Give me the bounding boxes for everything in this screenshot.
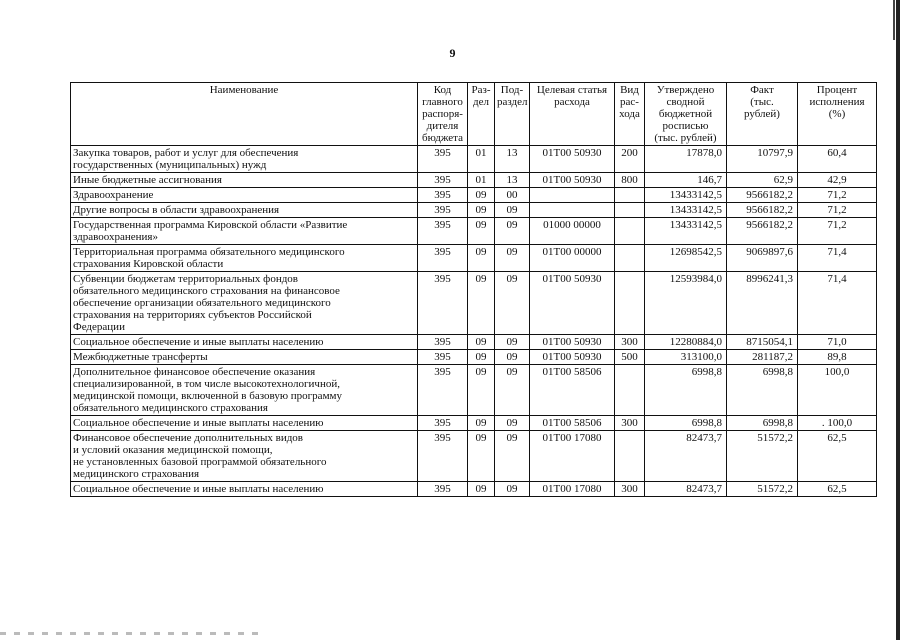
cell-percent: 62,5 — [798, 482, 877, 497]
cell-percent: 71,4 — [798, 245, 877, 272]
table-row — [71, 188, 877, 203]
cell-name: Социальное обеспечение и иные выплаты населению — [71, 335, 418, 350]
cell-code: 395 — [418, 335, 468, 350]
cell-fact: 51572,2 — [727, 482, 798, 497]
cell-approved: 82473,7 — [645, 431, 727, 482]
cell-code: 395 — [418, 203, 468, 218]
cell-approved: 82473,7 — [645, 482, 727, 497]
cell-article — [530, 203, 615, 218]
cell-name: Здравоохранение — [71, 188, 418, 203]
header-col-percent: Процент исполнения (%) — [798, 83, 877, 146]
cell-subsection: 13 — [495, 146, 530, 173]
cell-code: 395 — [418, 350, 468, 365]
cell-section: 09 — [468, 272, 495, 335]
cell-article: 01Т00 50930 — [530, 146, 615, 173]
cell-section: 09 — [468, 245, 495, 272]
cell-article: 01Т00 50930 — [530, 173, 615, 188]
cell-section: 09 — [468, 482, 495, 497]
cell-kind: 300 — [615, 482, 645, 497]
cell-percent: 71,2 — [798, 203, 877, 218]
cell-subsection: 09 — [495, 431, 530, 482]
cell-kind: 300 — [615, 335, 645, 350]
table-row — [71, 365, 877, 416]
table-row — [71, 350, 877, 365]
cell-name: Финансовое обеспечение дополнительных видов и условий оказания медицинской помощи, не установленных базовой программой обязательного медицинского страхования — [71, 431, 418, 482]
cell-name: Иные бюджетные ассигнования — [71, 173, 418, 188]
header-col-approved: Утверждено сводной бюджетной росписью (тыс. рублей) — [645, 83, 727, 146]
header-col-kind: Вид рас- хода — [615, 83, 645, 146]
cell-fact: 10797,9 — [727, 146, 798, 173]
cell-article: 01Т00 17080 — [530, 482, 615, 497]
cell-section: 09 — [468, 350, 495, 365]
cell-article: 01Т00 50930 — [530, 335, 615, 350]
cell-percent: 71,4 — [798, 272, 877, 335]
cell-subsection: 09 — [495, 482, 530, 497]
cell-code: 395 — [418, 188, 468, 203]
scan-artifact — [0, 632, 260, 635]
cell-name: Субвенции бюджетам территориальных фондов обязательного медицинского страхования на финансовое обеспечение организации обязательного медицинского страхования на территориях субъектов Российской Федерации — [71, 272, 418, 335]
cell-code: 395 — [418, 416, 468, 431]
table-row — [71, 431, 877, 482]
cell-kind — [615, 272, 645, 335]
cell-fact: 9566182,2 — [727, 188, 798, 203]
cell-approved: 6998,8 — [645, 365, 727, 416]
cell-subsection: 09 — [495, 218, 530, 245]
table-row — [71, 272, 877, 335]
cell-percent: 60,4 — [798, 146, 877, 173]
cell-kind — [615, 188, 645, 203]
table-header-row — [71, 83, 877, 146]
cell-section: 09 — [468, 335, 495, 350]
cell-approved: 13433142,5 — [645, 188, 727, 203]
cell-percent: 42,9 — [798, 173, 877, 188]
table-row — [71, 203, 877, 218]
cell-fact: 62,9 — [727, 173, 798, 188]
table-row — [71, 245, 877, 272]
cell-approved: 12280884,0 — [645, 335, 727, 350]
cell-name: Межбюджетные трансферты — [71, 350, 418, 365]
cell-kind: 500 — [615, 350, 645, 365]
cell-name: Социальное обеспечение и иные выплаты населению — [71, 416, 418, 431]
cell-name: Территориальная программа обязательного медицинского страхования Кировской области — [71, 245, 418, 272]
cell-fact: 6998,8 — [727, 416, 798, 431]
cell-article: 01Т00 50930 — [530, 272, 615, 335]
cell-code: 395 — [418, 365, 468, 416]
cell-code: 395 — [418, 245, 468, 272]
header-col-article: Целевая статья расхода — [530, 83, 615, 146]
cell-article: 01Т00 58506 — [530, 365, 615, 416]
table-row — [71, 173, 877, 188]
cell-name: Дополнительное финансовое обеспечение оказания специализированной, в том числе высокотехнологичной, медицинской помощи, включенной в базовую программу обязательного медицинского страхования — [71, 365, 418, 416]
cell-code: 395 — [418, 218, 468, 245]
cell-article — [530, 188, 615, 203]
cell-subsection: 00 — [495, 188, 530, 203]
table-body — [71, 146, 877, 497]
cell-approved: 6998,8 — [645, 416, 727, 431]
cell-percent: . 100,0 — [798, 416, 877, 431]
cell-section: 09 — [468, 365, 495, 416]
cell-kind — [615, 218, 645, 245]
cell-approved: 313100,0 — [645, 350, 727, 365]
cell-kind: 800 — [615, 173, 645, 188]
cell-percent: 71,2 — [798, 218, 877, 245]
header-col-section: Раз- дел — [468, 83, 495, 146]
cell-subsection: 09 — [495, 365, 530, 416]
cell-subsection: 13 — [495, 173, 530, 188]
cell-kind — [615, 431, 645, 482]
cell-kind — [615, 245, 645, 272]
cell-fact: 8715054,1 — [727, 335, 798, 350]
cell-section: 09 — [468, 218, 495, 245]
cell-article: 01000 00000 — [530, 218, 615, 245]
cell-code: 395 — [418, 482, 468, 497]
cell-kind — [615, 203, 645, 218]
cell-percent: 62,5 — [798, 431, 877, 482]
table-row — [71, 146, 877, 173]
cell-code: 395 — [418, 173, 468, 188]
cell-section: 01 — [468, 173, 495, 188]
cell-subsection: 09 — [495, 203, 530, 218]
cell-fact: 8996241,3 — [727, 272, 798, 335]
cell-code: 395 — [418, 272, 468, 335]
cell-section: 09 — [468, 203, 495, 218]
cell-fact: 281187,2 — [727, 350, 798, 365]
cell-article: 01Т00 00000 — [530, 245, 615, 272]
cell-subsection: 09 — [495, 272, 530, 335]
table-row — [71, 416, 877, 431]
cell-kind — [615, 365, 645, 416]
cell-section: 09 — [468, 431, 495, 482]
cell-approved: 17878,0 — [645, 146, 727, 173]
cell-code: 395 — [418, 146, 468, 173]
cell-subsection: 09 — [495, 350, 530, 365]
table-row — [71, 335, 877, 350]
scan-edge-mark — [893, 0, 895, 40]
cell-subsection: 09 — [495, 416, 530, 431]
cell-approved: 12593984,0 — [645, 272, 727, 335]
cell-percent: 100,0 — [798, 365, 877, 416]
cell-fact: 6998,8 — [727, 365, 798, 416]
cell-section: 09 — [468, 188, 495, 203]
budget-execution-table — [70, 82, 877, 497]
cell-kind: 200 — [615, 146, 645, 173]
cell-approved: 13433142,5 — [645, 218, 727, 245]
cell-approved: 146,7 — [645, 173, 727, 188]
cell-fact: 9566182,2 — [727, 218, 798, 245]
header-col-name: Наименование — [71, 83, 418, 146]
cell-subsection: 09 — [495, 245, 530, 272]
page-number: 9 — [449, 46, 456, 60]
cell-section: 09 — [468, 416, 495, 431]
cell-article: 01Т00 58506 — [530, 416, 615, 431]
table-row — [71, 218, 877, 245]
cell-approved: 12698542,5 — [645, 245, 727, 272]
cell-percent: 71,2 — [798, 188, 877, 203]
cell-fact: 9069897,6 — [727, 245, 798, 272]
cell-approved: 13433142,5 — [645, 203, 727, 218]
table-row — [71, 482, 877, 497]
header-col-code: Код главного распоря- дителя бюджета — [418, 83, 468, 146]
cell-name: Государственная программа Кировской области «Развитие здравоохранения» — [71, 218, 418, 245]
scan-edge-bar — [896, 0, 900, 640]
cell-fact: 9566182,2 — [727, 203, 798, 218]
cell-section: 01 — [468, 146, 495, 173]
cell-fact: 51572,2 — [727, 431, 798, 482]
cell-kind: 300 — [615, 416, 645, 431]
cell-article: 01Т00 50930 — [530, 350, 615, 365]
cell-percent: 89,8 — [798, 350, 877, 365]
cell-name: Социальное обеспечение и иные выплаты населению — [71, 482, 418, 497]
cell-code: 395 — [418, 431, 468, 482]
header-col-fact: Факт (тыс. рублей) — [727, 83, 798, 146]
cell-percent: 71,0 — [798, 335, 877, 350]
cell-name: Другие вопросы в области здравоохранения — [71, 203, 418, 218]
cell-subsection: 09 — [495, 335, 530, 350]
header-col-subsection: Под- раздел — [495, 83, 530, 146]
cell-name: Закупка товаров, работ и услуг для обеспечения государственных (муниципальных) нужд — [71, 146, 418, 173]
cell-article: 01Т00 17080 — [530, 431, 615, 482]
